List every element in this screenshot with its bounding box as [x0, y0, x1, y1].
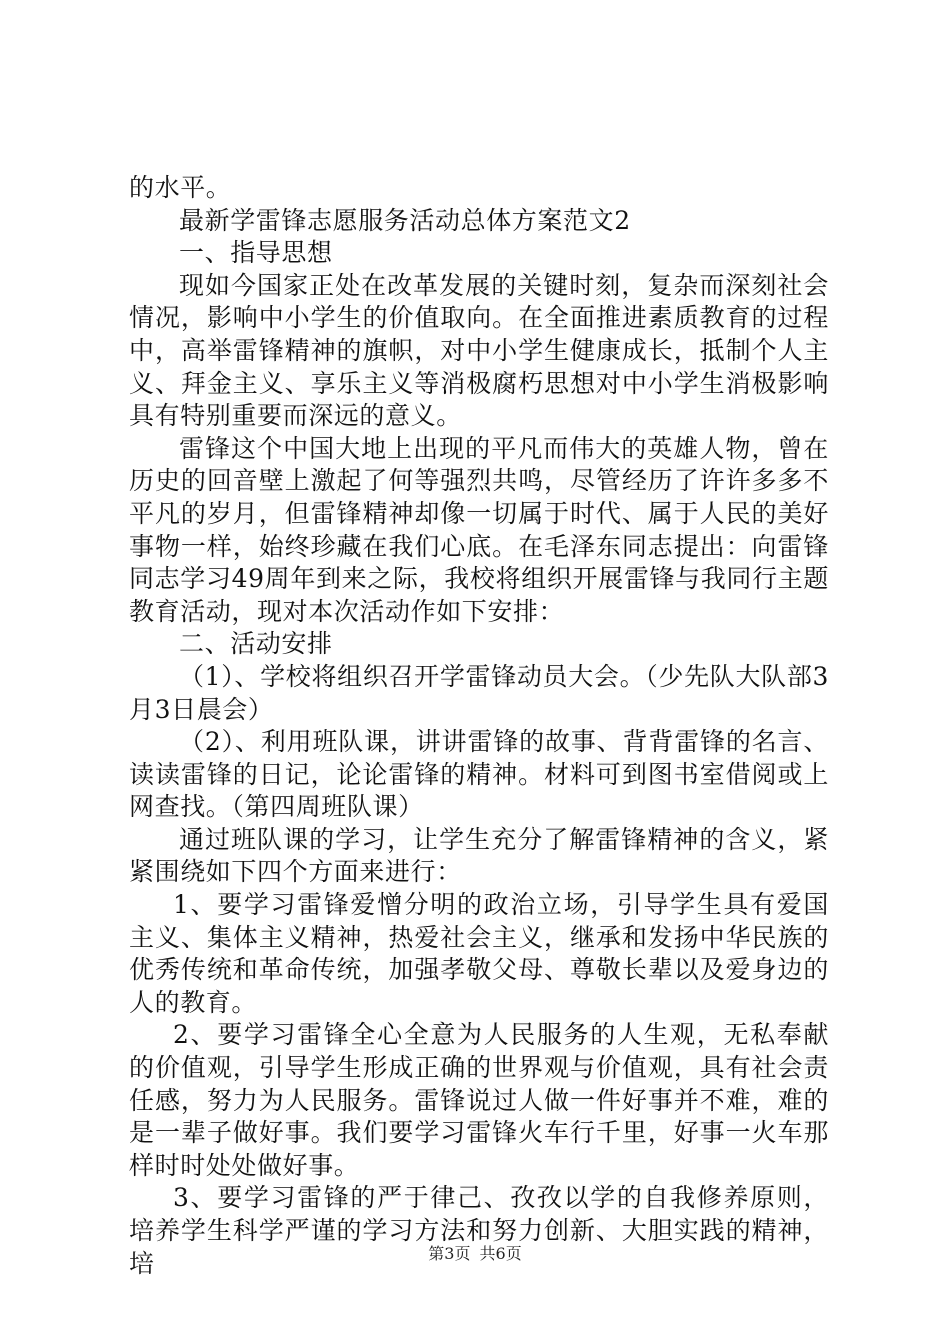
document-body [129, 172, 829, 1280]
page-total: 共6页 [479, 1244, 522, 1263]
list-item-1: （1）、学校将组织召开学雷锋动员大会。（少先队大队部3月3日晨会） [129, 661, 829, 724]
paragraph-context: 现如今国家正处在改革发展的关键时刻，复杂而深刻社会情况，影响中小学生的价值取向。在全面推进素质教育的过程中，高举雷锋精神的旗帜，对中小学生健康成长，抵制个人主义、拜金主义、享乐主义等消极腐朽思想对中小学生消极影响具有特别重要而深远的意义。 [129, 270, 829, 431]
point-2: 2、要学习雷锋全心全意为人民服务的人生观，无私奉献的价值观，引导学生形成正确的世界观与价值观，具有社会责任感，努力为人民服务。雷锋说过人做一件好事并不难，难的是一辈子做好事。我们要学习雷锋火车行千里，好事一火车那样时时处处做好事。 [129, 1020, 829, 1180]
heading-activity-arrangement: 二、活动安排 [179, 629, 333, 659]
point-1: 1、要学习雷锋爱憎分明的政治立场，引导学生具有爱国主义、集体主义精神，热爱社会主义，继承和发扬中华民族的优秀传统和革命传统，加强孝敬父母、尊敬长辈以及爱身边的人的教育。 [129, 890, 829, 1017]
paragraph-study-intro: 通过班队课的学习，让学生充分了解雷锋精神的含义，紧紧围绕如下四个方面来进行： [129, 824, 829, 887]
page-number: 第3页 [428, 1244, 471, 1263]
list-item-2: （2）、利用班队课，讲讲雷锋的故事、背背雷锋的名言、读读雷锋的日记，论论雷锋的精神。材料可到图书室借阅或上网查找。（第四周班队课） [129, 727, 829, 822]
point-3: 3、要学习雷锋的严于律己、孜孜以学的自我修养原则，培养学生科学严谨的学习方法和努力创新、大胆实践的精神，培 [129, 1183, 829, 1278]
paragraph-continuation: 的水平。 [129, 173, 232, 202]
heading-guiding-thought: 一、指导思想 [179, 238, 333, 268]
section-title: 最新学雷锋志愿服务活动总体方案范文2 [179, 205, 631, 235]
page-footer [0, 1244, 950, 1264]
paragraph-leifeng-spirit: 雷锋这个中国大地上出现的平凡而伟大的英雄人物，曾在历史的回音壁上激起了何等强烈共鸣，尽管经历了许许多多不平凡的岁月，但雷锋精神却像一切属于时代、属于人民的美好事物一样，始终珍藏在我们心底。在毛泽东同志提出：向雷锋同志学习49周年到来之际，我校将组织开展雷锋与我同行主题教育活动，现对本次活动作如下安排： [129, 433, 829, 626]
